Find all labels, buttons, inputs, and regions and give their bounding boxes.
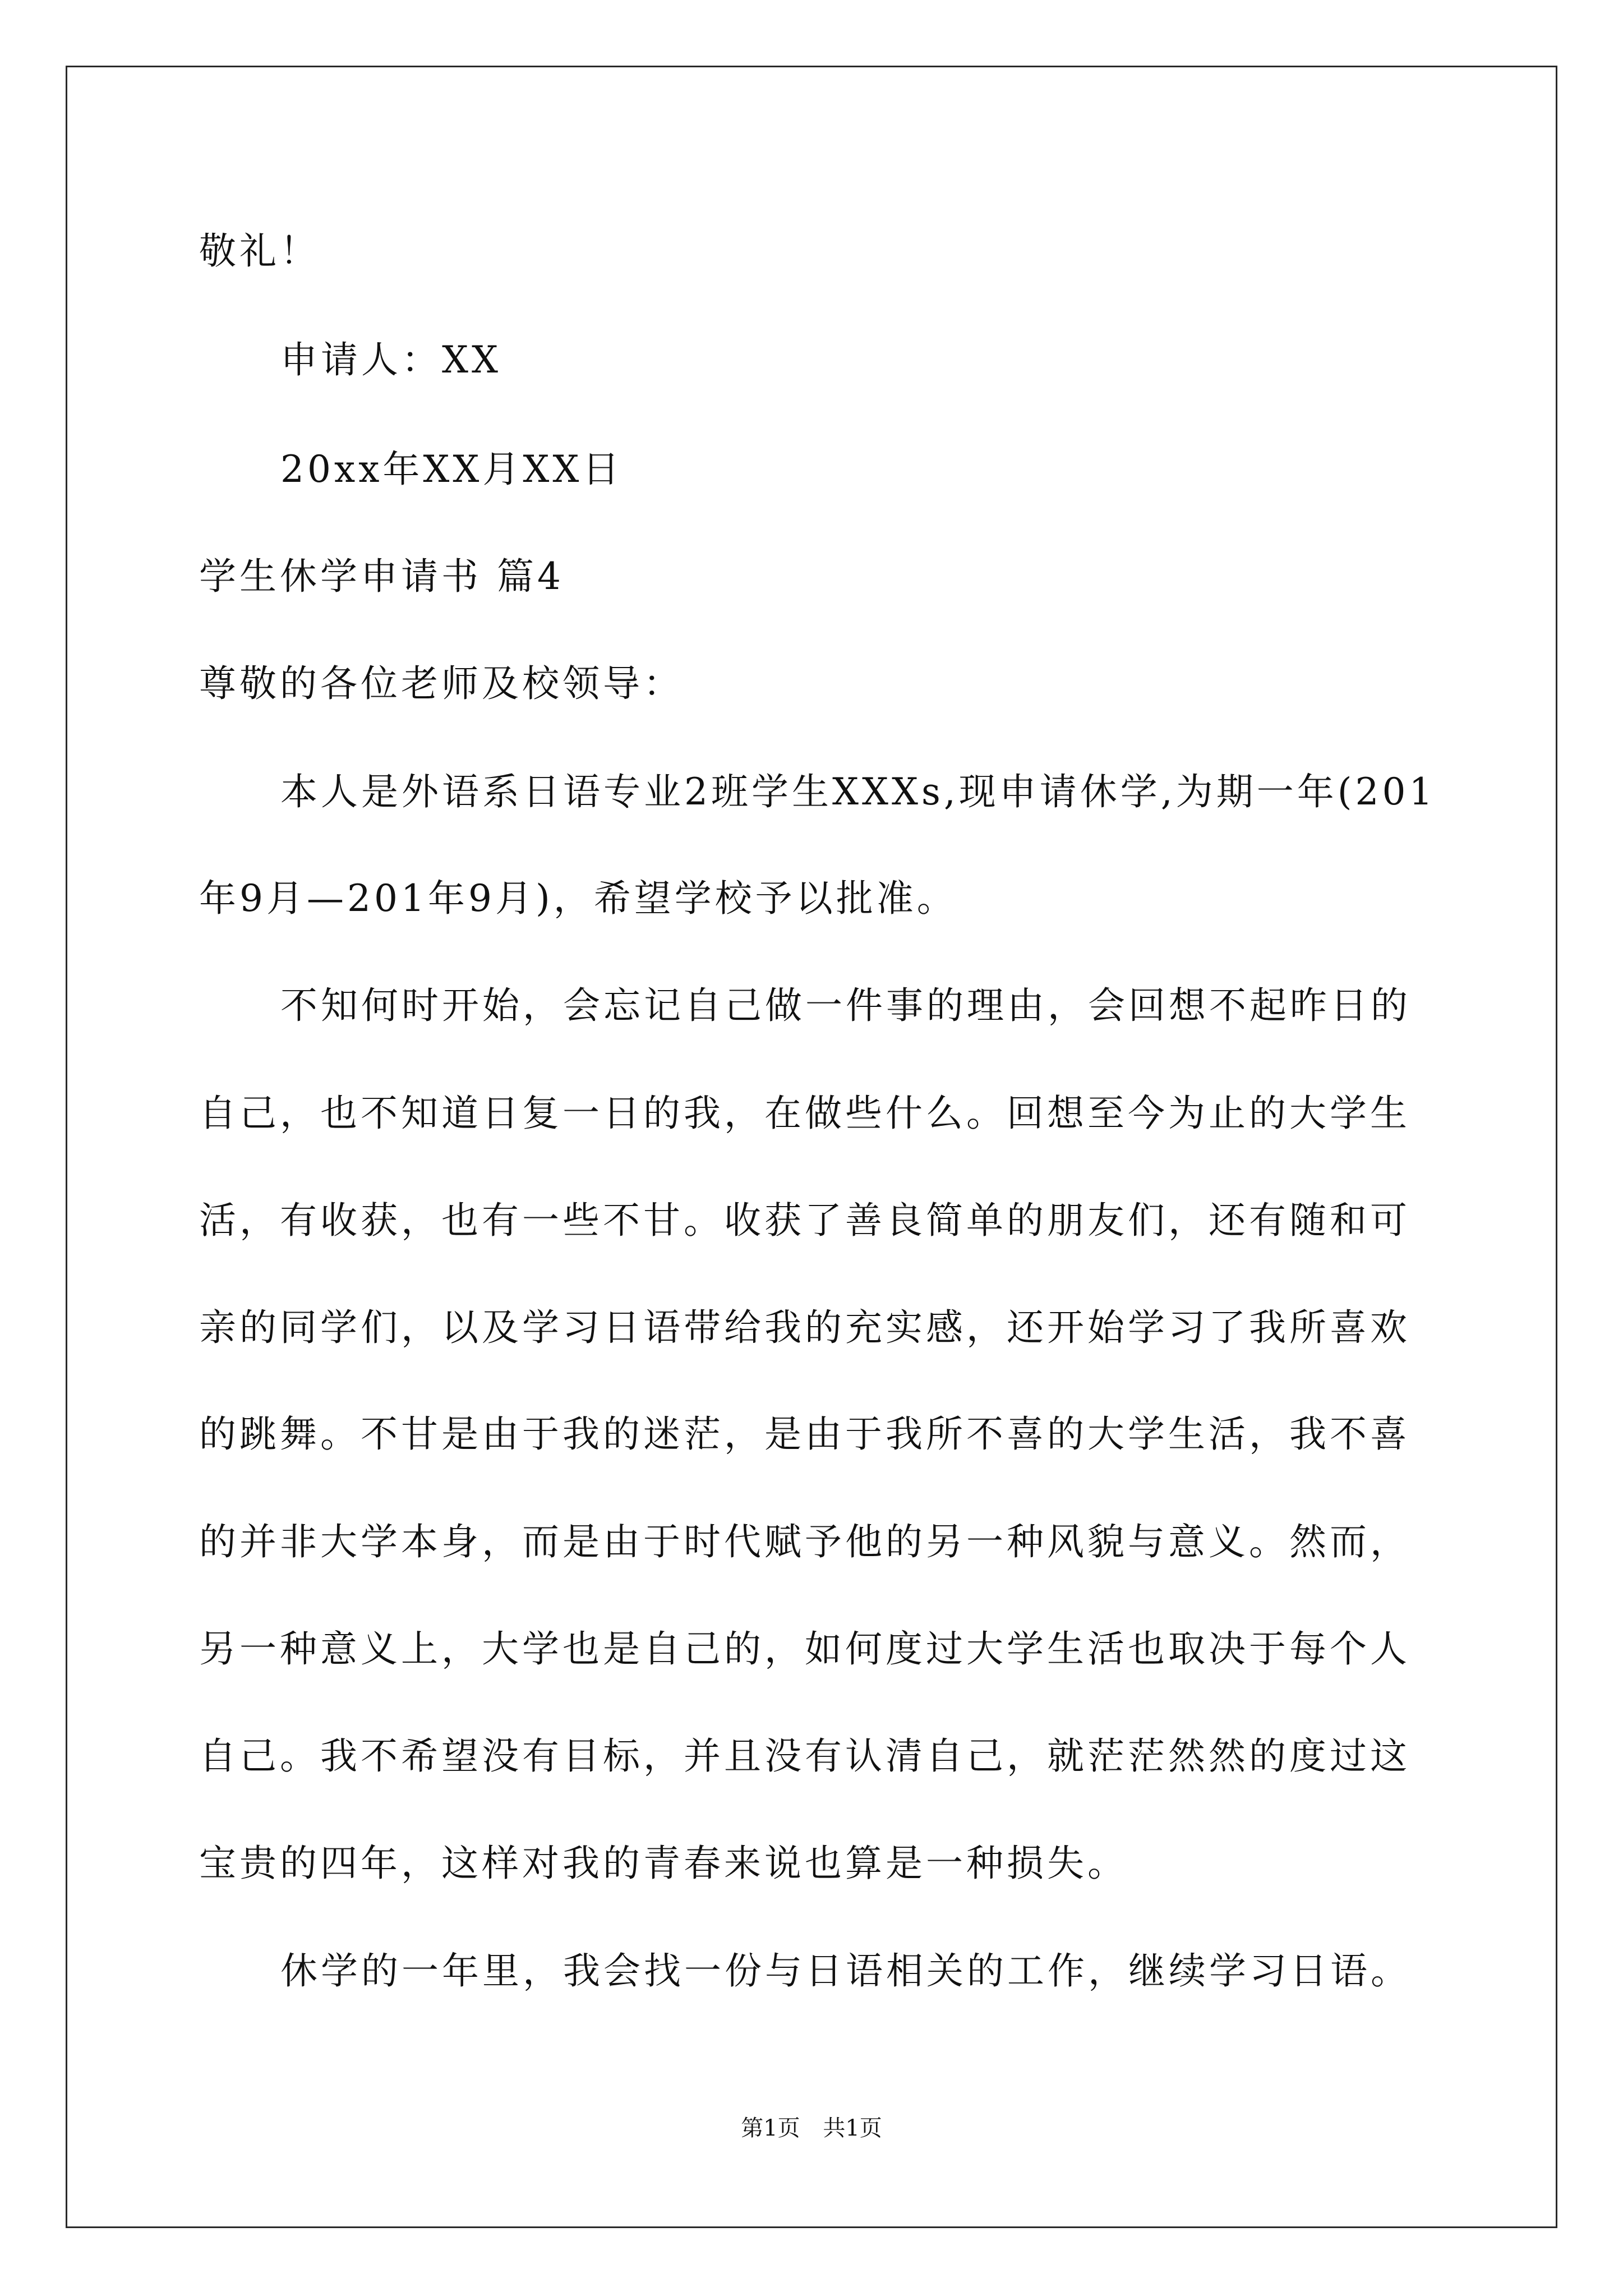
date-line: 20xx年XX月XX日	[280, 448, 623, 491]
paragraph-line: 自己，也不知道日复一日的我，在做些什么。回想至今为止的大学生	[199, 1092, 1410, 1135]
closing-salutation: 敬礼！	[199, 229, 320, 273]
paragraph-line: 的并非大学本身，而是由于时代赋予他的另一种风貌与意义。然而，	[199, 1520, 1410, 1563]
page-border	[66, 66, 1557, 2228]
paragraph-line: 亲的同学们，以及学习日语带给我的充实感，还开始学习了我所喜欢	[199, 1306, 1410, 1349]
paragraph-line: 本人是外语系日语专业2班学生XXXs,现申请休学,为期一年(201	[280, 770, 1436, 813]
paragraph-line: 宝贵的四年，这样对我的青春来说也算是一种损失。	[199, 1842, 1128, 1885]
paragraph-line: 年9月—201年9月)，希望学校予以批准。	[199, 877, 957, 920]
page-footer	[0, 2117, 1623, 2139]
paragraph-line: 活，有收获，也有一些不甘。收获了善良简单的朋友们，还有随和可	[199, 1199, 1410, 1242]
applicant-line: 申请人：XX	[280, 338, 501, 381]
paragraph-line: 不知何时开始，会忘记自己做一件事的理由，会回想不起昨日的	[280, 984, 1411, 1027]
page-number: 第1页	[741, 2115, 800, 2141]
greeting-line: 尊敬的各位老师及校领导：	[199, 662, 684, 705]
paragraph-line: 休学的一年里，我会找一份与日语相关的工作，继续学习日语。	[280, 1949, 1411, 1993]
section-heading: 学生休学申请书 篇4	[199, 555, 564, 598]
page-total: 共1页	[823, 2115, 882, 2141]
paragraph-line: 的跳舞。不甘是由于我的迷茫，是由于我所不喜的大学生活，我不喜	[199, 1412, 1410, 1456]
paragraph-line: 另一种意义上，大学也是自己的，如何度过大学生活也取决于每个人	[199, 1627, 1410, 1671]
paragraph-line: 自己。我不希望没有目标，并且没有认清自己，就茫茫然然的度过这	[199, 1734, 1410, 1778]
